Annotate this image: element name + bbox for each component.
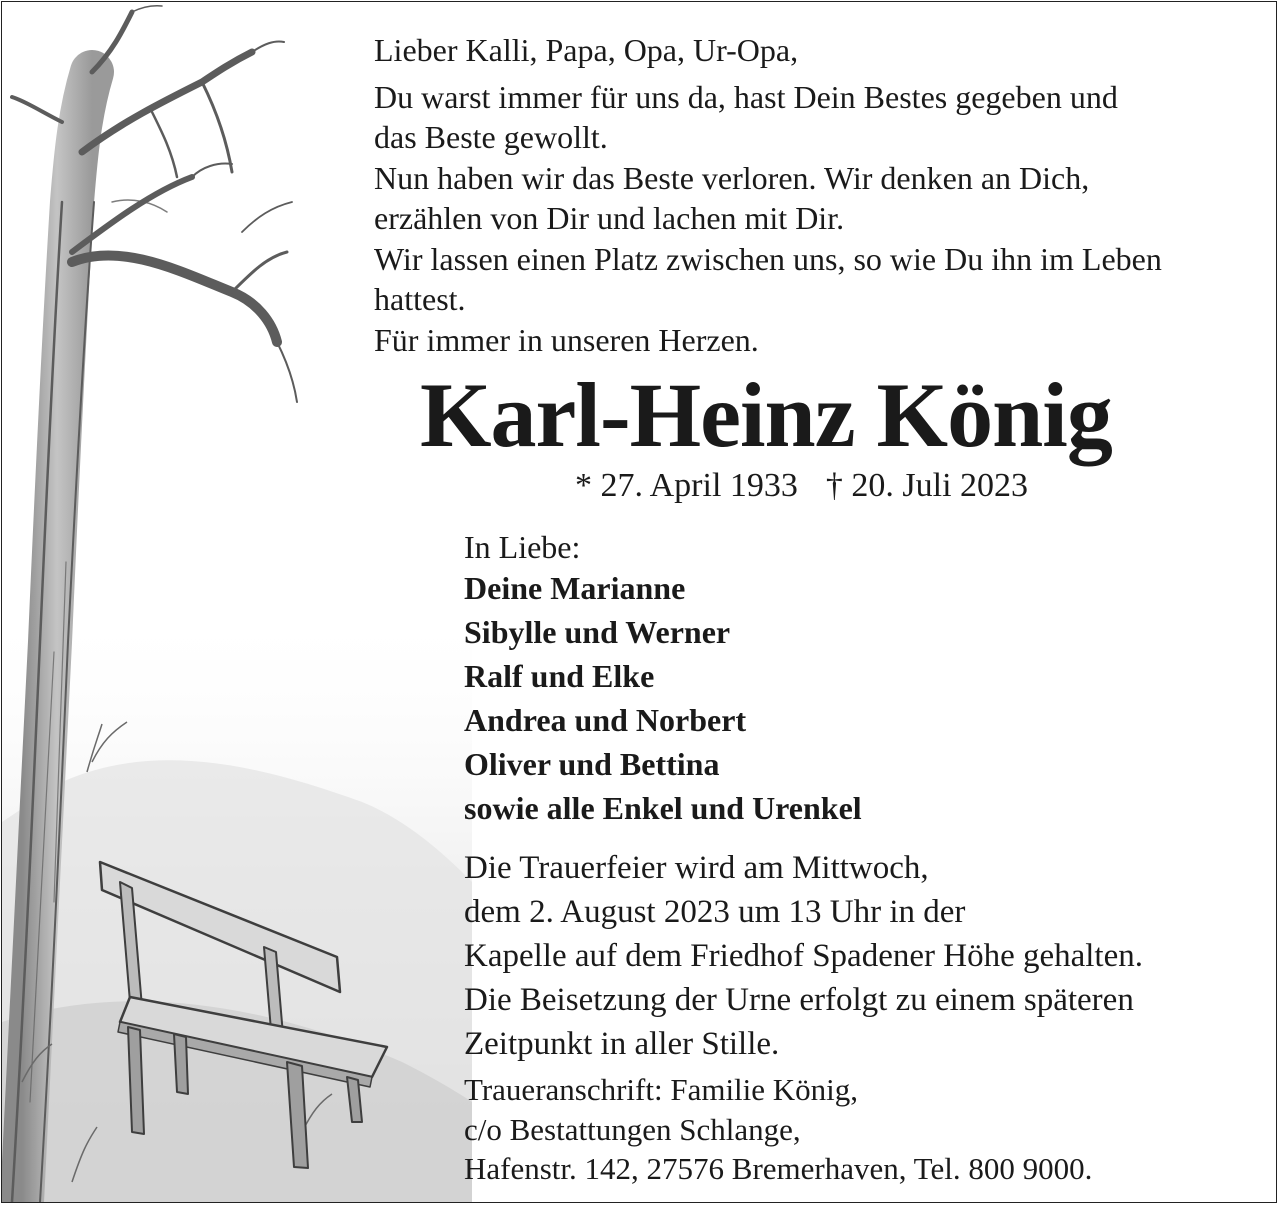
- funeral-details: [464, 846, 1274, 1066]
- address-line: c/o Bestattungen Schlange,: [464, 1111, 801, 1147]
- memorial-poem: [374, 30, 1254, 360]
- poem-line: erzählen von Dir und lachen mit Dir.: [374, 200, 845, 236]
- life-dates: [575, 466, 1028, 506]
- mourner-entry: Ralf und Elke: [464, 658, 655, 694]
- mourner-entry: Sibylle und Werner: [464, 614, 731, 650]
- poem-line: Nun haben wir das Beste verloren. Wir denken an Dich,: [374, 159, 1090, 196]
- mourners-block: [464, 528, 1264, 830]
- deceased-name: Karl-Heinz König: [420, 364, 1112, 466]
- mourner-entry: Oliver und Bettina: [464, 746, 720, 782]
- poem-line: Du warst immer für uns da, hast Dein Bestes gegeben und: [374, 78, 1118, 115]
- mourner-entry: Deine Marianne: [464, 570, 686, 606]
- funeral-line: Die Beisetzung der Urne erfolgt zu einem späteren: [464, 982, 1134, 1018]
- funeral-line: Kapelle auf dem Friedhof Spadener Höhe gehalten.: [464, 938, 1143, 974]
- address-line: Hafenstr. 142, 27576 Bremerhaven, Tel. 800 9000.: [464, 1151, 1093, 1186]
- poem-line: Wir lassen einen Platz zwischen uns, so wie Du ihn im Leben: [374, 240, 1162, 277]
- mourning-address: [464, 1070, 1274, 1189]
- poem-line: Für immer in unseren Herzen.: [374, 321, 759, 358]
- death-date: † 20. Juli 2023: [825, 467, 1029, 504]
- address-line: Traueranschrift: Familie König,: [464, 1072, 859, 1107]
- funeral-line: Zeitpunkt in aller Stille.: [464, 1026, 780, 1062]
- poem-line: hattest.: [374, 281, 466, 317]
- funeral-line: dem 2. August 2023 um 13 Uhr in der: [464, 894, 966, 930]
- funeral-line: Die Trauerfeier wird am Mittwoch,: [464, 850, 929, 886]
- poem-greeting: Lieber Kalli, Papa, Opa, Ur-Opa,: [374, 32, 799, 68]
- mourner-entry: Andrea und Norbert: [464, 702, 747, 738]
- mourner-entry: sowie alle Enkel und Urenkel: [464, 790, 862, 826]
- mourners-intro: In Liebe:: [464, 529, 581, 565]
- birth-date: * 27. April 1933: [575, 467, 798, 504]
- mourners-list: [464, 566, 1264, 830]
- poem-line: das Beste gewollt.: [374, 119, 608, 155]
